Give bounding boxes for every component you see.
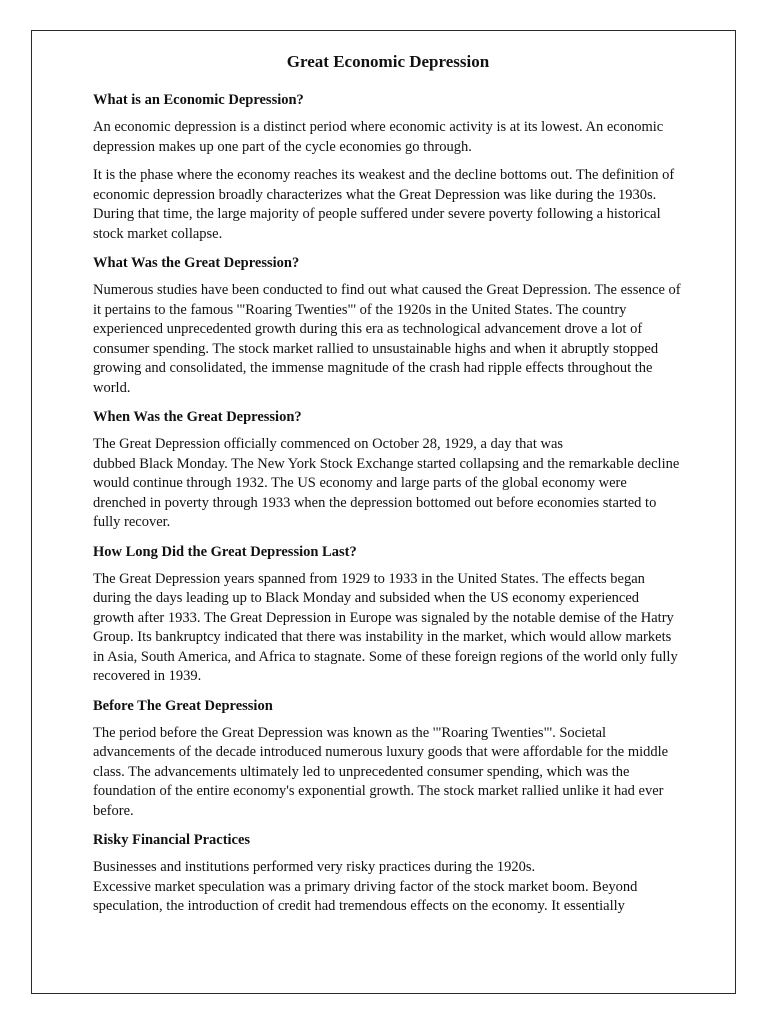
paragraph: It is the phase where the economy reaches its weakest and the decline bottoms out. The definition of economic depression broadly characterizes what the Great Depression was like during the 1930s. During that time, the large majority of people suffered under severe poverty following a historical stock market collapse. bbox=[93, 167, 675, 242]
section-heading: What is an Economic Depression? bbox=[93, 92, 304, 108]
section-heading: How Long Did the Great Depression Last? bbox=[93, 543, 357, 560]
paragraph: The Great Depression years spanned from 1929 to 1933 in the United States. The effects began during the days leading up to Black Monday and subsided when the US economy experienced growth after 1933. The Great Depression in Europe was signaled by the notable demise of the Hatry Group. Its bankruptcy indicated that there was instability in the market, which would allow markets in Asia, South America, and Africa to stagnate. Some of these foreign regions of the world only fully recovered in 1939. bbox=[93, 570, 678, 684]
section-heading: When Was the Great Depression? bbox=[93, 409, 302, 425]
section-what-was-great-depression bbox=[93, 253, 683, 398]
document-title: Great Economic Depression bbox=[286, 52, 490, 71]
paragraph: An economic depression is a distinct period where economic activity is at its lowest. An economic depression makes up one part of the cycle economies go through. bbox=[93, 119, 664, 155]
section-heading: Risky Financial Practices bbox=[93, 832, 251, 848]
paragraph: The period before the Great Depression was known as the '"Roaring Twenties"'. Societal advancements of the decade introduced numerous luxury goods that were affordable for the middle class. The advancements ultimately led to unprecedented consumer spending, which was the foundation of the entire economy's exponential growth. The stock market rallied unlike it had ever before. bbox=[93, 724, 669, 819]
section-risky-financial-practices bbox=[93, 830, 683, 917]
section-what-is-economic-depression bbox=[93, 90, 683, 244]
section-heading: What Was the Great Depression? bbox=[93, 255, 300, 271]
paragraph: Businesses and institutions performed very risky practices during the 1920s. Excessive market speculation was a primary driving factor of the stock market boom. Beyond speculation, the introduction of credit had tremendous effects on the economy. It essentially bbox=[93, 859, 638, 914]
document-body bbox=[93, 50, 683, 926]
section-heading: Before The Great Depression bbox=[93, 697, 273, 714]
paragraph: Numerous studies have been conducted to find out what caused the Great Depression. The essence of it pertains to the famous '"Roaring Twenties"' of the 1920s in the United States. The country experienced unprecedented growth during this era as technological advancement drove a lot of consumer spending. The stock market rallied to unsustainable highs and when it abruptly stopped growing and consolidated, the immense magnitude of the crash had ripple effects throughout the world. bbox=[93, 282, 681, 396]
paragraph: The Great Depression officially commenced on October 28, 1929, a day that was dubbed Black Monday. The New York Stock Exchange started collapsing and the remarkable decline would continue through 1932. The US economy and large parts of the global economy were drenched in poverty through 1933 when the depression bottomed out before economies started to fully recover. bbox=[93, 436, 680, 530]
section-how-long-great-depression bbox=[93, 542, 683, 687]
section-when-was-great-depression bbox=[93, 407, 683, 533]
section-before-great-depression bbox=[93, 696, 683, 822]
